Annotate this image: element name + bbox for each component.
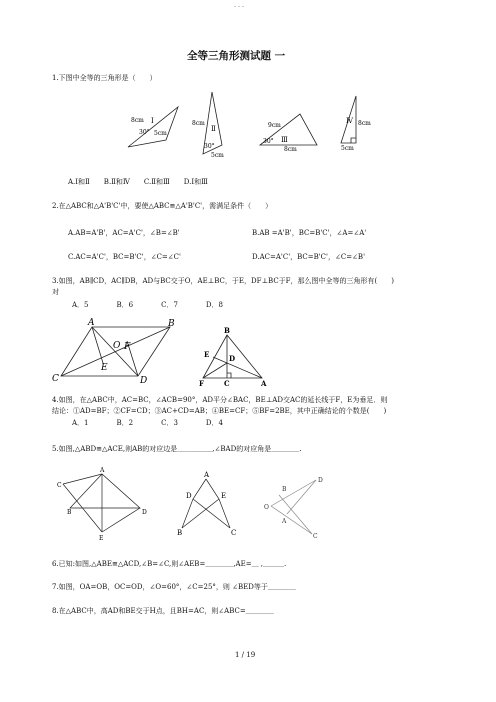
q1-fig1-side-b: 5cm [154,130,167,137]
q5-fig1-label-c: C [57,482,62,489]
q1-fig4-label: Ⅳ [346,117,353,125]
q3-stem-line1: 3.如图，AB∥CD，AC∥DB，AD与BC交于O，AE⊥BC，于E，DF⊥BC于F，那么图中全等的三角形有( ) [52,277,395,285]
q1-fig3-angle: 30° [263,138,274,145]
q1-fig4-side-b: 5cm [341,145,354,152]
q4-options: A．1 B．2 C．3 D．4 [72,419,223,427]
q3-left-label-d: D [140,376,148,386]
q1-fig1-angle: 30° [139,129,150,136]
q5-fig1-label-a: A [100,467,105,474]
q3-left-label-a: A [88,318,95,328]
q1-fig3-side-a: 9cm [268,122,281,129]
q1-fig4-side-a: 8cm [358,120,371,127]
q1-fig2-angle: 30° [204,143,215,150]
q1-fig2-label: Ⅱ [211,125,216,133]
q1-fig1-label: Ⅰ [151,117,154,125]
q5-fig3-label-b: B [282,486,287,493]
q1-options: A.Ⅰ和Ⅱ B.Ⅱ和Ⅳ C.Ⅱ和Ⅲ D.Ⅰ和Ⅲ [68,178,208,186]
q2-option-d: D.AC=A'C'，BC=B'C'，∠C=∠B' [252,253,365,261]
q5-fig3-label-a: A [282,518,287,525]
q5-fig3-label-d: D [318,477,323,484]
q3-right-label-c: C [224,379,230,388]
q3-right-label-b: B [224,326,230,335]
q5-figure-3 [271,480,316,534]
q3-options: A．5 B．6 C．7 D．8 [72,301,223,309]
q3-left-label-f: F [124,342,131,352]
q2-option-a: A.AB=A'B'，AC=A'C'，∠B=∠B' [68,229,180,237]
q3-stem-line2: 对 [52,288,59,296]
q3-left-label-o: O [113,341,121,351]
q1-fig2-side-a: 8cm [192,120,205,127]
q5-fig2-label-c: C [231,529,237,537]
q5-fig2-label-e: E [221,492,227,500]
q3-right-label-d: D [229,354,236,363]
q1-fig2-side-b: 5cm [211,152,224,159]
q6-stem: 6.已知:如图,△ABE≌△ACD,∠B=∠C,则∠AEB=＿＿＿＿,AE=＿ ,＿＿＿. [52,560,287,568]
q4-line1: 4.如图，在△ABC中，AC=BC，∠ACB=90°，AD平分∠BAC，BE⊥AD交AC的延长线于F，E为垂足．则 [52,396,388,404]
q1-stem: 1.下图中全等的三角形是（ ） [52,74,157,82]
q5-fig2-label-a: A [204,471,210,479]
q2-option-b: B.AB =A'B'，BC=B'C'，∠A=∠A' [252,229,367,237]
page-number: 1 / 19 [235,651,256,659]
q2-stem: 2.在△ABC和△A'B'C'中，要使△ABC≌△A'B'C'，需满足条件（ ） [52,202,273,210]
q3-right-label-e: E [204,350,210,359]
q5-fig1-label-e: E [99,535,104,542]
q2-option-c: C.AC=A'C'，BC=B'C'，∠C=∠C' [68,253,181,261]
q3-right-label-a: A [261,379,267,388]
q5-fig2-label-d: D [186,492,192,500]
q8-stem: 8.在△ABC中，高AD和BE交于H点，且BH=AC，则∠ABC=＿＿＿＿ [52,607,274,615]
q3-left-label-c: C [52,374,59,384]
q5-fig1-label-d: D [142,509,147,516]
q5-fig1-label-b: B [67,509,72,516]
q3-right-label-f: F [199,379,204,388]
q1-fig3-side-b: 8cm [284,146,297,153]
q3-left-label-b: B [168,319,175,329]
q5-stem: 5.如图,△ABD≌△ACE,则AB的对应边是＿＿＿＿＿,∠BAD的对应角是＿＿＿＿. [52,445,302,453]
q5-fig3-label-o: O [264,504,269,511]
q5-fig2-label-b: B [177,529,183,537]
q1-fig3-label: Ⅲ [281,136,288,144]
q5-figure-1 [63,474,140,532]
page-title: 全等三角形测试题 一 [187,50,286,62]
q3-left-label-e: E [101,363,108,373]
q5-figure-2 [182,479,230,528]
q4-line2: 结论：①AD=BF；②CF=CD；③AC+CD=AB；④BE=CF；⑤BF=2BE，其中正确结论的个数是( ) [52,407,387,415]
top-mark: - - - [234,3,244,10]
q7-stem: 7.如图，OA=OB，OC=OD，∠O=60°，∠C=25°，则 ∠BED等于＿＿＿＿ [52,583,296,591]
q5-fig3-label-c: C [313,533,318,540]
q1-fig1-side-a: 8cm [131,117,144,124]
